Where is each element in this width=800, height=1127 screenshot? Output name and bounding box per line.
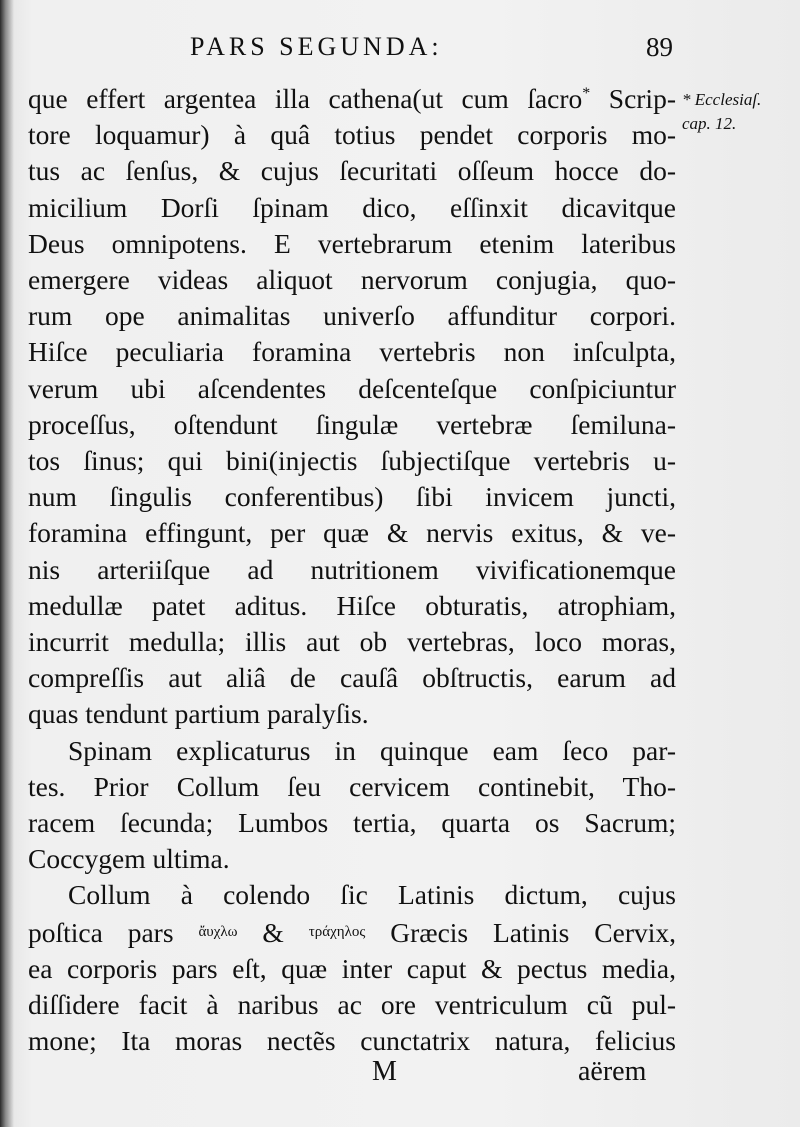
body-text bbox=[28, 76, 676, 1059]
page-footer bbox=[0, 1056, 800, 1096]
page-gutter-shadow bbox=[0, 0, 14, 1127]
text-line: compreſſis aut aliâ de cauſâ obſtructis, earum ad bbox=[28, 662, 676, 694]
text-line: Spinam explicaturus in quinque eam ſeco par- bbox=[68, 734, 676, 766]
marginal-note-line: cap. 12. bbox=[682, 114, 737, 133]
text-line: poſtica pars $^{ἄ\upsilon\chi\lambda\omega}$ & $^{\tau\rho ά\chi\eta\lambda o\varsigma}$ Græcis Latinis Cervix, bbox=[28, 916, 676, 948]
text-line: tos ſinus; qui bini(injectis ſubjectiſque vertebris u- bbox=[28, 445, 676, 477]
text-line: verum ubi aſcendentes deſcenteſque conſpiciuntur bbox=[28, 372, 676, 404]
text-line: diſſidere facit à naribus ac ore ventriculum cũ pul- bbox=[28, 989, 676, 1021]
text-line: micilium Dorſi ſpinam dico, eſſinxit dicavitque bbox=[28, 191, 676, 223]
text-line: tes. Prior Collum ſeu cervicem continebit, Tho- bbox=[28, 770, 676, 802]
text-line: quas tendunt partium paralyſis. bbox=[28, 698, 369, 730]
text-line: ea corporis pars eſt, quæ inter caput & pectus media, bbox=[28, 952, 676, 984]
signature-mark: M bbox=[372, 1056, 397, 1087]
text-line: incurrit medulla; illis aut ob vertebras, loco moras, bbox=[28, 626, 676, 658]
footnote-mark: * bbox=[582, 85, 591, 102]
page-header bbox=[0, 32, 800, 72]
text-line: num ſingulis conferentibus) ſibi invicem juncti, bbox=[28, 481, 676, 513]
marginal-note bbox=[682, 88, 800, 136]
page-number: 89 bbox=[646, 32, 673, 62]
text-line: tore loquamur) à quâ totius pendet corporis mo- bbox=[28, 119, 676, 151]
greek-word: τράχηλος bbox=[308, 923, 366, 940]
running-head: PARS SEGUNDA: bbox=[190, 32, 443, 61]
text-line: nis arteriiſque ad nutritionem vivificationemque bbox=[28, 553, 676, 585]
text-line: proceſſus, oſtendunt ſingulæ vertebræ ſemiluna- bbox=[28, 408, 676, 440]
text-line: Collum à colendo ſic Latinis dictum, cujus bbox=[68, 879, 676, 911]
catchword: aërem bbox=[578, 1056, 647, 1087]
text-line: mone; Ita moras nectẽs cunctatrix natura, felicius bbox=[28, 1025, 676, 1057]
text-line: Deus omnipotens. E vertebrarum etenim lateribus bbox=[28, 227, 676, 259]
text-line: Hiſce peculiaria foramina vertebris non inſculpta, bbox=[28, 336, 676, 368]
text-line: emergere videas aliquot nervorum conjugia, quo- bbox=[28, 264, 676, 296]
text-line: medullæ patet aditus. Hiſce obturatis, atrophiam, bbox=[28, 589, 676, 621]
text-line: tus ac ſenſus, & cujus ſecuritati oſſeum hocce do- bbox=[28, 155, 676, 187]
text-line: foramina effingunt, per quæ & nervis exitus, & ve- bbox=[28, 517, 676, 549]
text-line: que effert argentea illa cathena(ut cum ſacro* Scrip- bbox=[28, 83, 676, 114]
greek-word: ἄυχλω bbox=[198, 923, 238, 940]
marginal-note-line: * Ecclesiaſ. bbox=[682, 90, 762, 109]
text-line: racem ſecunda; Lumbos tertia, quarta os Sacrum; bbox=[28, 807, 676, 839]
text-line: Coccygem ultima. bbox=[28, 843, 230, 875]
text-line: rum ope animalitas univerſo affunditur corpori. bbox=[28, 300, 676, 332]
